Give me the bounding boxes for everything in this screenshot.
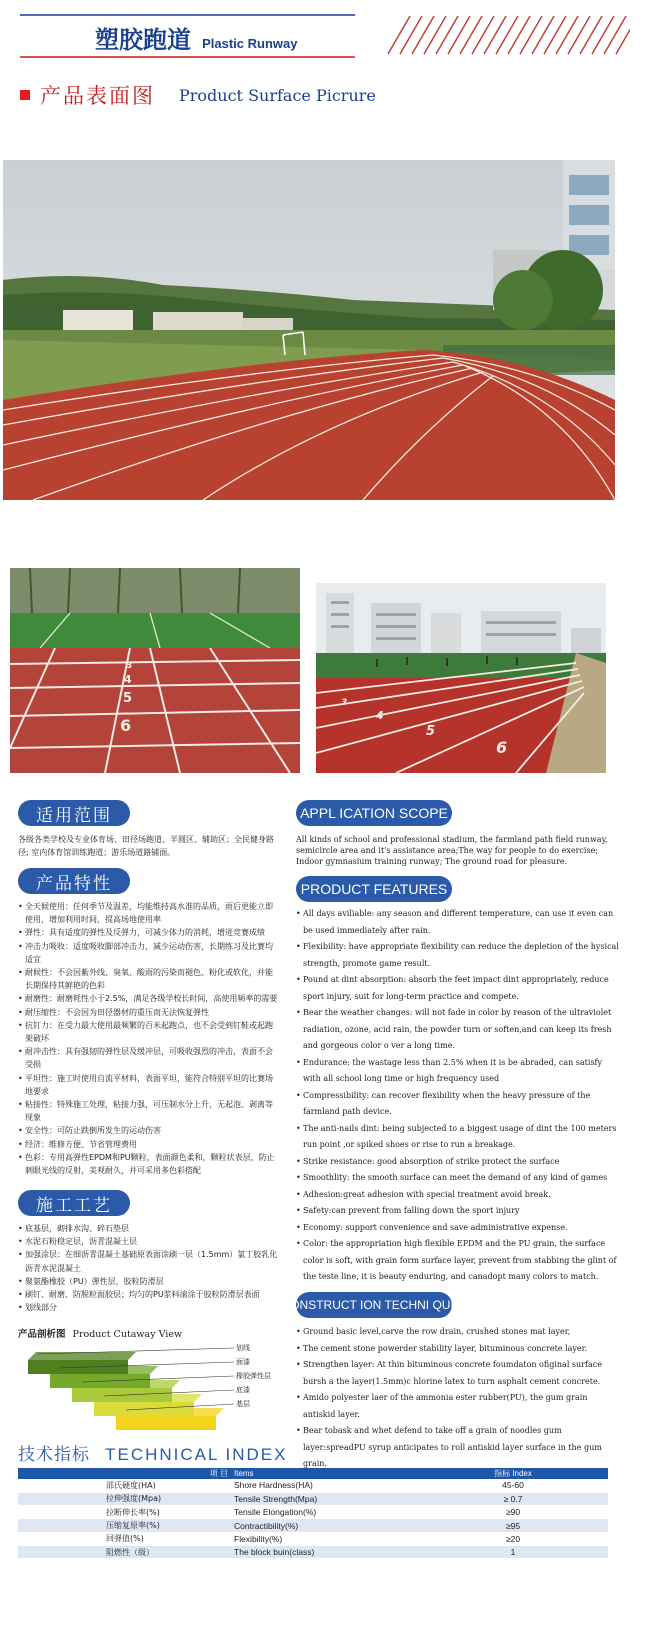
stripe-line bbox=[496, 16, 518, 54]
stripe-line bbox=[472, 16, 494, 54]
index-name-cn: 阻燃性（级） bbox=[18, 1545, 228, 1558]
feature-item-en: • Flexibility: have appropriate flexibility can reduce the depletion of the hysical strength, promote game result. bbox=[296, 939, 621, 972]
stripe-line bbox=[388, 16, 410, 54]
feature-item-en: • Safety:can prevent from falling down the sport injury bbox=[296, 1203, 621, 1220]
svg-text:4: 4 bbox=[376, 709, 384, 722]
cutaway-diagram bbox=[18, 1340, 258, 1432]
index-value: ≥95 bbox=[418, 1519, 608, 1532]
index-name-en: Tensile Strength(Mpa) bbox=[228, 1492, 418, 1505]
feature-item-cn: • 耐冲击性：具有强韧的弹性层及缓冲层，可吸收强烈的冲击，表面不会受损 bbox=[18, 1045, 280, 1071]
index-name-cn: 拉伸强度(Mpa) bbox=[18, 1492, 228, 1505]
svg-text:5: 5 bbox=[123, 691, 133, 706]
features-list-cn bbox=[18, 900, 280, 1177]
stripe-line bbox=[448, 16, 470, 54]
table-row bbox=[18, 1492, 608, 1505]
index-name-cn: 压缩复原率(%) bbox=[18, 1519, 228, 1532]
stripe-line bbox=[592, 16, 614, 54]
construction-item-en: • Amido polyester laer of the ammonia ester rubber(PU), the gum grain antiskid layer. bbox=[296, 1390, 621, 1423]
construction-item-en: • Ground basic level,carve the row drain, crushed stones mat layer, bbox=[296, 1324, 621, 1341]
feature-item-en: • Pound at dint absorption: absorb the feet impact dint appropriately, reduce sport injury, suit for long-term practice and compete. bbox=[296, 972, 621, 1005]
stripe-line bbox=[424, 16, 446, 54]
feature-item-cn: • 耐候性：不会因紫外线、臭氧、酸雨的污染而褪色、粉化或软化，并能长期保持其鲜艳的色彩 bbox=[18, 966, 280, 992]
feature-item-en: • Color: the appropriation high flexible EPDM and the PU grain, the surface color is soft, with grain form surface layer, prevent from stabbing the glint of the teste line, it is beauty enduring, and canadopt many colors to match. bbox=[296, 1236, 621, 1286]
feature-item-cn: • 弹性：具有适度的弹性及反弹力，可减少体力的消耗，增进竞赛成绩 bbox=[18, 926, 280, 939]
feature-item-en: • All days aviliable: any season and different temperature, can use it even can be used immediately after rain. bbox=[296, 906, 621, 939]
table-row bbox=[18, 1519, 608, 1532]
header-rule-bottom bbox=[20, 56, 355, 58]
application-title-en: APPL ICATION SCOPE bbox=[296, 800, 452, 826]
section-heading bbox=[20, 80, 376, 110]
section-title-en: Product Surface Picrure bbox=[179, 85, 376, 105]
stripe-line bbox=[400, 16, 422, 54]
application-text-cn: 各级各类学校及专业体育场、田径场跑道、半圆区、辅助区；全民健身路径; 室内体育馆训练跑道；游乐场道路铺面。 bbox=[18, 835, 274, 858]
construction-item-en: • The cement stone powerder stability layer, bituminous concrete layer. bbox=[296, 1341, 621, 1358]
index-name-en: Flexibility(%) bbox=[228, 1532, 418, 1545]
feature-item-cn: • 耐磨性：耐磨耗性小于2.5%，满足各级学校长时间，高使用频率的需要 bbox=[18, 992, 280, 1005]
tech-index-heading bbox=[18, 1440, 288, 1465]
features-title-cn: 产品特性 bbox=[18, 868, 130, 894]
stripe-line bbox=[556, 16, 578, 54]
stripe-line bbox=[580, 16, 602, 54]
tech-index-table bbox=[18, 1468, 608, 1559]
feature-item-en: • Economy: support convenience and save administrative expense. bbox=[296, 1220, 621, 1237]
cutaway-layer-block bbox=[116, 1416, 216, 1430]
features-title-en: PRODUCT FEATURES bbox=[296, 876, 452, 902]
cutaway-title bbox=[18, 1326, 182, 1340]
feature-item-en: • Smoothlity: the smooth surface can meet the demand of any kind of games bbox=[296, 1170, 621, 1187]
stripe-line bbox=[544, 16, 566, 54]
construction-item-en: • Strengthen layer: At thin bituminous concrete foumdaton ofiginal surface bursh a the layer(1.5mm)c hlorine latex to turn asphalt cement concrete. bbox=[296, 1357, 621, 1390]
construction-title-cn: 施工工艺 bbox=[18, 1190, 130, 1216]
index-name-en: The block buin(class) bbox=[228, 1545, 418, 1558]
index-name-cn: 回弹值(%) bbox=[18, 1532, 228, 1545]
index-value: ≥20 bbox=[418, 1532, 608, 1545]
index-name-en: Shore Hardness(HA) bbox=[228, 1479, 418, 1492]
header-item-cn: 项 目 bbox=[18, 1468, 228, 1479]
index-name-cn: 邵氏硬度(HA) bbox=[18, 1479, 228, 1492]
construction-item-cn: • 底基层，砌排水沟、碎石垫层 bbox=[18, 1222, 280, 1235]
svg-text:6: 6 bbox=[120, 716, 132, 735]
index-name-cn: 拉断伸长率(%) bbox=[18, 1506, 228, 1519]
photo-lane-numbers bbox=[10, 568, 300, 773]
svg-text:3: 3 bbox=[341, 698, 348, 708]
table-row bbox=[18, 1532, 608, 1545]
cutaway-title-cn: 产品剖析图 bbox=[18, 1329, 66, 1340]
stripe-line bbox=[484, 16, 506, 54]
index-name-en: Contractibility(%) bbox=[228, 1519, 418, 1532]
header-item-en: Items bbox=[228, 1468, 418, 1479]
stripe-line bbox=[604, 16, 626, 54]
cutaway-layer-top bbox=[28, 1352, 136, 1360]
header-index: 指标 Index bbox=[418, 1468, 608, 1479]
cutaway-layer-block bbox=[28, 1360, 128, 1374]
construction-item-en: • Bear tobask and whet defend to take off a grain of noodles gum layer:spreadPU syrup anticipates to roll antiskid layer surface in the gum grain. bbox=[296, 1423, 621, 1473]
cutaway-layer-label: 基层 bbox=[236, 1400, 250, 1408]
cutaway-leader-line bbox=[38, 1348, 234, 1354]
table-header-row bbox=[18, 1468, 608, 1479]
index-value: 45-60 bbox=[418, 1479, 608, 1492]
table-row bbox=[18, 1545, 608, 1558]
feature-item-cn: • 安全性：可防止跌倒所发生的运动伤害 bbox=[18, 1124, 280, 1137]
index-name-en: Tensile Elongation(%) bbox=[228, 1506, 418, 1519]
index-value: 1 bbox=[418, 1545, 608, 1558]
decorative-stripes bbox=[380, 14, 630, 56]
cutaway-layer-label: 底漆 bbox=[236, 1386, 250, 1394]
stripe-line bbox=[568, 16, 590, 54]
application-title-cn: 适用范围 bbox=[18, 800, 130, 826]
table-row bbox=[18, 1479, 608, 1492]
construction-title-en: CONSTRUCT ION TECHNI QUES bbox=[296, 1292, 452, 1318]
feature-item-cn: • 平坦性：施工时使用自流平材料，表面平坦，能符合特别平坦的比赛场地要求 bbox=[18, 1072, 280, 1098]
cutaway-layer-label: 划线 bbox=[236, 1344, 250, 1352]
header-rule-top bbox=[20, 14, 355, 16]
feature-item-cn: • 全天候使用：任何季节及温差，均能维持高水准的品质，雨后更能立即使用，增加利用时间，提高场地使用率 bbox=[18, 900, 280, 926]
features-list-en bbox=[296, 906, 621, 1286]
feature-item-en: • The anti-nails dint: being subjected to a biggest usage of dint the 100 meters run point ,or spiked shoes or rise to run a breakage. bbox=[296, 1121, 621, 1154]
table-row bbox=[18, 1506, 608, 1519]
stripe-line bbox=[508, 16, 530, 54]
feature-item-cn: • 冲击力吸收：适度吸收脚部冲击力，减少运动伤害，长期练习及比赛均适宜 bbox=[18, 940, 280, 966]
index-value: ≥ 0.7 bbox=[418, 1492, 608, 1505]
tech-title-en: TECHNICAL INDEX bbox=[105, 1445, 288, 1464]
construction-item-cn: • 划线部分 bbox=[18, 1301, 280, 1314]
feature-item-en: • Adhesion:great adhesion with special treatment avoid break. bbox=[296, 1187, 621, 1204]
photo-stadium-lanes bbox=[316, 583, 606, 773]
application-text-en: All kinds of school and professional stadium, the farmland path field runway, semicircle area and it's assistance area;The way for people to do exercise; Indoor gymnasium training runway; The ground road for pleasure. bbox=[296, 835, 608, 866]
svg-text:5: 5 bbox=[426, 724, 436, 739]
construction-item-cn: • 水泥石粉稳定层，沥青混凝土层 bbox=[18, 1235, 280, 1248]
stripe-line bbox=[436, 16, 458, 54]
construction-item-cn: • 加强涂层：在细沥青混凝土基础原表面涂刷一层（1.5mm）氯丁胶乳化沥青水泥混凝土 bbox=[18, 1248, 280, 1274]
index-value: ≥90 bbox=[418, 1506, 608, 1519]
construction-item-cn: • 聚氨酯橡胶（PU）弹性层，胶粒防滑层 bbox=[18, 1275, 280, 1288]
construction-list-en bbox=[296, 1324, 621, 1489]
cutaway-layer-label: 橡胶弹性层 bbox=[236, 1372, 271, 1380]
feature-item-en: • Endurance: the wastage less than 2.5% when it is be abraded, can satisfy with all school long time or high frequency used bbox=[296, 1055, 621, 1088]
feature-item-cn: • 色彩：专用高弹性EPDM和PU颗粒，表面颜色柔和，颗粒状表层，防止刺眼光线的反射，美观耐久，并可采用多色彩搭配 bbox=[18, 1151, 280, 1177]
feature-item-cn: • 经济：维修方便、节省管理费用 bbox=[18, 1138, 280, 1151]
tech-title-cn: 技术指标 bbox=[18, 1445, 90, 1465]
page-title-cn: 塑胶跑道 bbox=[95, 26, 191, 54]
feature-item-en: • Compressibility: can recover flexibility when the heavy pressure of the farmland path device. bbox=[296, 1088, 621, 1121]
feature-item-cn: • 粘接性：特殊施工处理，粘接力强，可压制水分上升，无起泡、剥离等现象 bbox=[18, 1098, 280, 1124]
construction-item-cn: • 刷钉、耐磨、防脱粒面胶层；均匀的PU浆料滚涂于胶粒防滑层表面 bbox=[18, 1288, 280, 1301]
svg-text:6: 6 bbox=[496, 738, 508, 757]
page-title-en: Plastic Runway bbox=[202, 36, 298, 51]
feature-item-en: • Strike resistance: good absorption of strike protect the surface bbox=[296, 1154, 621, 1171]
stripe-line bbox=[412, 16, 434, 54]
page-title bbox=[95, 20, 297, 55]
feature-item-cn: • 耐压缩性：不会因为田径器材的重压而无法恢复弹性 bbox=[18, 1006, 280, 1019]
cutaway-layer-label: 面漆 bbox=[236, 1358, 250, 1366]
photo-stadium-track bbox=[3, 160, 615, 500]
cutaway-title-en: Product Cutaway View bbox=[72, 1329, 183, 1340]
section-marker bbox=[20, 90, 30, 100]
construction-list-cn bbox=[18, 1222, 280, 1314]
stripe-line bbox=[460, 16, 482, 54]
stripe-line bbox=[520, 16, 542, 54]
svg-text:3: 3 bbox=[126, 661, 133, 671]
stripe-line bbox=[532, 16, 554, 54]
section-title-cn: 产品表面图 bbox=[40, 84, 155, 108]
feature-item-en: • Bear the weather changes: will not fade in color by reason of the ultraviolet radiation, ozone, acid rain, the powder turn or soften,and can keep its fresh and gorgeous color o ver a long time. bbox=[296, 1005, 621, 1055]
feature-item-cn: • 抗钉力：在受力最大使用最频繁的百米起跑点，也不会受到钉鞋或起跑架破坏 bbox=[18, 1019, 280, 1045]
svg-text:4: 4 bbox=[124, 673, 132, 686]
